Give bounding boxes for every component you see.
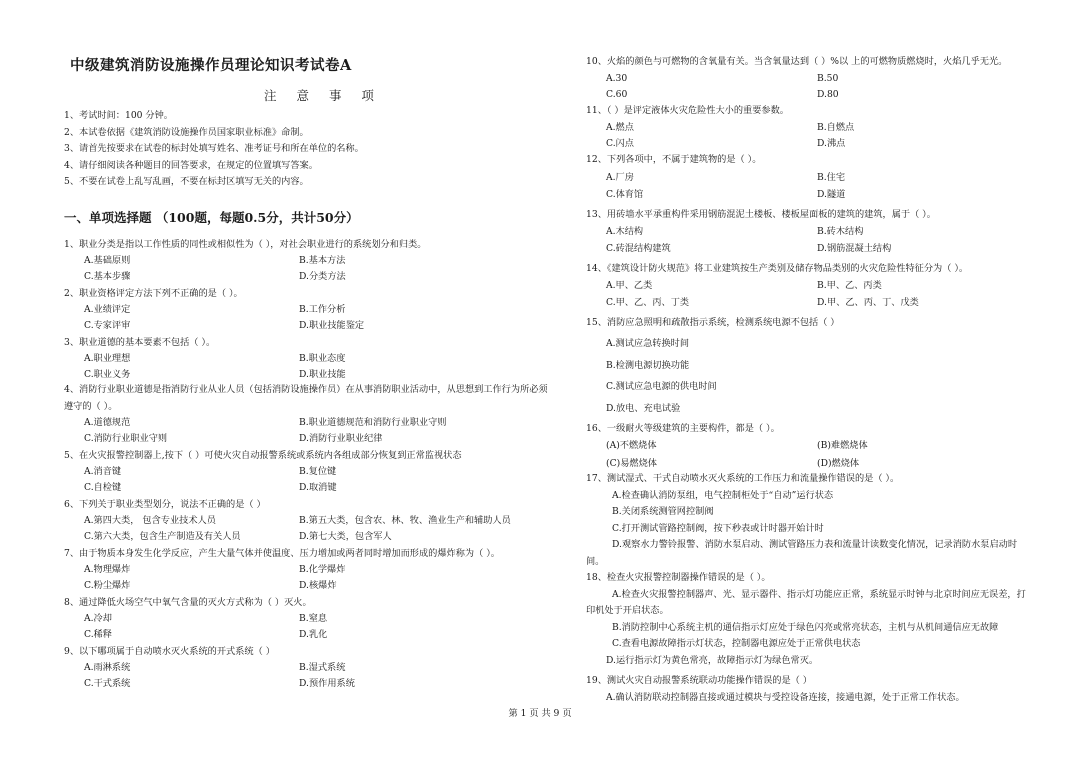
question-6 (64, 496, 552, 545)
question-text: 5、在火灾报警控制器上,按下（ ）可使火灾自动报警系统或系统内各组成部分恢复到正常监视状态 (64, 450, 462, 461)
option: A.检查确认消防泵组，电气控制柜处于“自动”运行状态 (612, 489, 834, 501)
option: B.窒息 (299, 613, 328, 624)
question-text: 15、消防应急照明和疏散指示系统，检测系统电源不包括（ ） (586, 317, 840, 328)
option: A.道德规范 (84, 417, 131, 428)
page-footer: 第 1 页 共 9 页 (508, 708, 572, 719)
question-text: 3、职业道德的基本要素不包括（ ）。 (64, 337, 216, 348)
option: B.第五大类，包含农、林、牧、渔业生产和辅助人员 (299, 515, 511, 526)
question-text: 10、火焰的颜色与可燃物的含氧量有关。当含氧量达到（ ）%以 上的可燃物质燃烧时，火焰几乎无光。 (586, 56, 1008, 67)
option: B.职业态度 (299, 353, 346, 364)
question-10 (586, 54, 1026, 104)
question-text: 14、《建筑设计防火规范》将工业建筑按生产类别及储存物品类别的火灾危险性特征分为（ ）。 (586, 263, 969, 274)
option: D.隧道 (817, 188, 846, 200)
option: A.确认消防联动控制器直接或通过模块与受控设备连接，接通电源，处于正常工作状态。 (606, 691, 965, 703)
exam-title: 中级建筑消防设施操作员理论知识考试卷A (70, 57, 352, 74)
option: A.职业理想 (84, 353, 131, 364)
question-text: 9、以下哪项属于自动喷水灭火系统的开式系统（ ） (64, 646, 275, 657)
question-1 (64, 236, 552, 285)
question-8 (64, 594, 552, 643)
option: A.木结构 (606, 226, 644, 237)
question-text: 19、测试火灾自动报警系统联动功能操作错误的是（ ） (586, 675, 812, 686)
question-3 (64, 334, 552, 383)
option: B.基本方法 (299, 255, 346, 266)
option: C.测试应急电源的供电时间 (606, 381, 717, 392)
option: D.预作用系统 (299, 678, 355, 689)
question-2 (64, 285, 552, 334)
option: C.自检键 (84, 482, 122, 493)
option: B.复位键 (299, 466, 337, 477)
option: D.核爆炸 (299, 580, 337, 591)
option: B.湿式系统 (299, 662, 346, 673)
option: (B)难燃烧体 (817, 440, 868, 451)
option: C.第六大类，包含生产制造及有关人员 (84, 531, 241, 542)
option: B.砖木结构 (817, 226, 864, 237)
option: D.放电、充电试验 (606, 402, 681, 414)
question-text: 2、职业资格评定方法下列不正确的是（ ）。 (64, 288, 243, 299)
option: C.甲、乙、丙、丁类 (606, 297, 690, 308)
question-11 (586, 103, 1026, 153)
option: D.职业技能鉴定 (299, 320, 365, 331)
option: D.沸点 (817, 138, 846, 149)
option: B.住宅 (817, 171, 846, 183)
notice-list (64, 110, 552, 193)
option: D.观察水力警铃报警、消防水泵启动、测试管路压力表和流量计读数变化情况，记录消防水泵启动时间。 (586, 539, 1018, 567)
question-text: 1、职业分类是指以工作性质的同性或相似性为（ ），对社会职业进行的系统划分和归类。 (64, 239, 427, 250)
question-15 (586, 314, 1026, 419)
option: C.打开测试管路控制阀，按下秒表或计时器开始计时 (612, 522, 824, 534)
option: A.冷却 (84, 613, 112, 624)
option: A.消音键 (84, 466, 122, 477)
question-text: 18、检查火灾报警控制器操作错误的是（ ）。 (586, 572, 771, 583)
option: C.职业义务 (84, 369, 131, 380)
option: A.甲、乙类 (606, 280, 653, 291)
option: A.第四大类， 包含专业技术人员 (84, 515, 216, 526)
option: D.80 (817, 89, 839, 100)
option: C.60 (606, 89, 628, 100)
option: A.雨淋系统 (84, 662, 131, 673)
option: B.检测电源切换功能 (606, 359, 690, 371)
question-13 (586, 206, 1026, 257)
question-17 (586, 471, 1026, 570)
option: C.专家评审 (84, 320, 131, 331)
option: C.基本步骤 (84, 271, 131, 282)
question-text: 13、用砖墙水平承重构件采用钢筋混泥土楼板、楼板屋面板的建筑的建筑，属于（ ）。 (586, 209, 936, 220)
option: A.燃点 (606, 121, 634, 133)
question-text: 8、通过降低火场空气中氧气含量的灭火方式称为（ ）灭火。 (64, 597, 312, 608)
notice-item: 2、本试卷依据《建筑消防设施操作员国家职业标准》命制。 (64, 126, 309, 138)
question-text: 7、由于物质本身发生化学反应，产生大量气体并使温度、压力增加或两者同时增加而形成的爆炸称为（ ）。 (64, 548, 500, 559)
question-14 (586, 260, 1026, 311)
question-text: 17、测试湿式、干式自动喷水灭火系统的工作压力和流量操作错误的是（ ）。 (586, 473, 900, 484)
option: B.消防控制中心系统主机的通信指示灯应处于绿色闪亮或常亮状态，主机与从机间通信应无故障 (612, 621, 999, 633)
option: C.砖混结构建筑 (606, 243, 671, 254)
section-title: 一、单项选择题 （100题，每题0.5分，共计50分） (64, 210, 359, 225)
notice-title: 注 意 事 项 (264, 88, 382, 103)
option: B.职业道德规范和消防行业职业守则 (299, 417, 447, 428)
option: B.自燃点 (817, 121, 855, 133)
option: A.测试应急转换时间 (606, 338, 690, 349)
notice-item: 1、考试时间：100 分钟。 (64, 110, 173, 121)
question-19 (586, 673, 1026, 706)
notice-item: 5、不要在试卷上乱写乱画，不要在标封区填写无关的内容。 (64, 176, 309, 187)
option: B.化学爆炸 (299, 564, 346, 575)
option: (D)燃烧体 (817, 458, 860, 469)
question-text: 11、（ ）是评定液体火灾危险性大小的重要参数。 (586, 105, 789, 116)
option: C.消防行业职业守则 (84, 433, 168, 444)
option: D.职业技能 (299, 369, 346, 380)
question-9 (64, 643, 552, 692)
option: D.乳化 (299, 629, 328, 640)
question-text: 12、下列各项中，不属于建筑物的是（ ）。 (586, 154, 762, 165)
option: B.50 (817, 72, 839, 84)
option: B.关闭系统测管网控制阀 (612, 506, 714, 517)
option: A.物理爆炸 (84, 564, 131, 575)
question-5 (64, 447, 552, 496)
option: C.稀释 (84, 629, 112, 640)
notice-item: 3、请首先按要求在试卷的标封处填写姓名、准考证号和所在单位的名称。 (64, 143, 364, 154)
option: C.闪点 (606, 138, 634, 149)
question-12 (586, 152, 1026, 203)
question-16 (586, 420, 1026, 473)
option: D.消防行业职业纪律 (299, 433, 383, 444)
option: D.分类方法 (299, 271, 346, 282)
question-4 (64, 382, 552, 447)
option: D.取消键 (299, 482, 337, 493)
option: A.业绩评定 (84, 304, 131, 315)
option: A.检查火灾报警控制器声、光、显示器件、指示灯功能应正常，系统显示时钟与北京时间应无误差，打印机处于开启状态。 (586, 588, 1026, 616)
option: C.查看电源故障指示灯状态，控制器电源应处于正常供电状态 (612, 638, 861, 649)
question-18 (586, 570, 1026, 669)
option: C.干式系统 (84, 678, 131, 689)
option: B.甲、乙、丙类 (817, 280, 882, 291)
option: A.基础原则 (84, 255, 131, 266)
option: (A)不燃烧体 (606, 440, 657, 451)
option: D.第七大类，包含军人 (299, 531, 392, 542)
option: C.粉尘爆炸 (84, 580, 131, 591)
question-7 (64, 545, 552, 594)
option: D.运行指示灯为黄色常亮，故障指示灯为绿色常灭。 (606, 654, 819, 666)
option: A.30 (606, 72, 628, 84)
option: B.工作分析 (299, 304, 346, 315)
question-text: 4、消防行业职业道德是指消防行业从业人员（包括消防设施操作员）在从事消防职业活动中，从思想到工作行为所必须遵守的（ ）。 (64, 384, 548, 412)
option: D.钢筋混凝土结构 (817, 243, 892, 254)
question-text: 16、一级耐火等级建筑的主要构件，都是（ ）。 (586, 423, 780, 434)
option: C.体育馆 (606, 188, 644, 200)
option: D.甲、乙、丙、丁、戊类 (817, 297, 919, 308)
question-text: 6、下列关于职业类型划分，说法不正确的是（ ） (64, 499, 266, 510)
notice-item: 4、请仔细阅读各种题目的回答要求，在规定的位置填写答案。 (64, 159, 318, 171)
option: (C)易燃烧体 (606, 458, 657, 469)
option: A.厂房 (606, 171, 634, 183)
